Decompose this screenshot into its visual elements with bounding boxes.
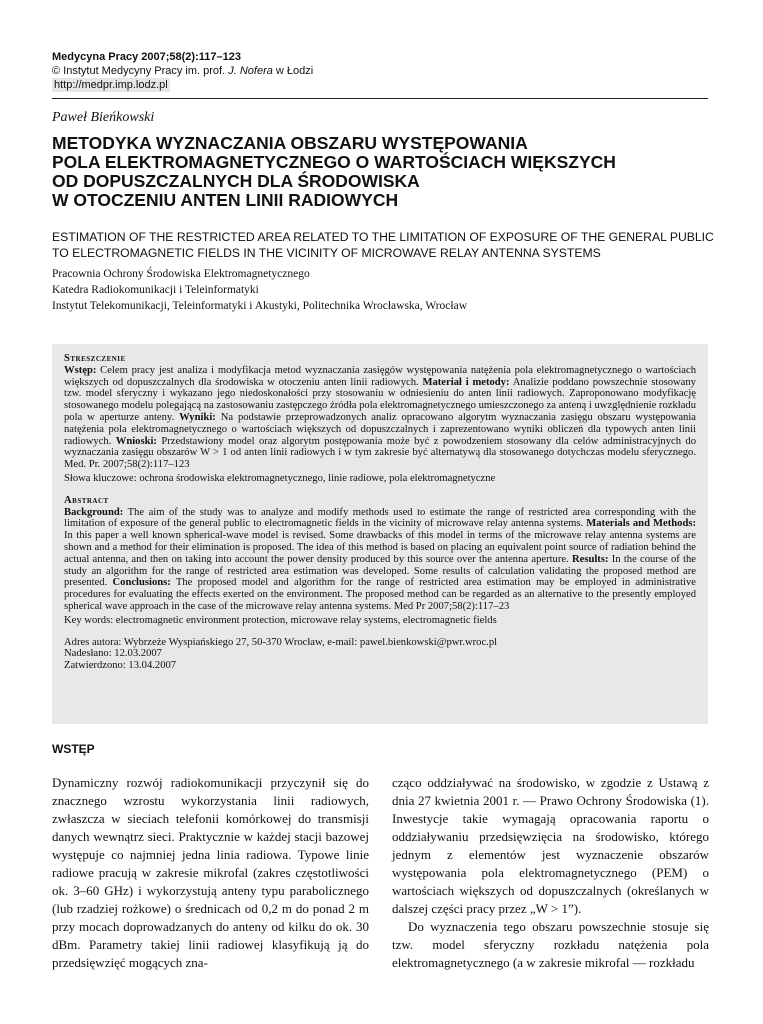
article-title bbox=[52, 134, 712, 210]
streszczenie-text: Wstęp: Celem pracy jest analiza i modyfikacja metod wyznaczania zasięgów występowania natężenia pola elektromagnetycznego o wartościach większych od dopuszczalnych dla środowiska w otoczeniu anten linii radiowych. Materiał i metody: Analizie poddano powszechnie stosowany tzw. model sferyczny i wykazano jego niedoskonałości przy stosowaniu w odniesieniu do anten linii radiowych. Zaproponowano modyfikację stosowanego modelu polegającą na zastosowaniu zastępczego źródła pola elektromagnetycznego umieszczonego za anteną i uwzględnienie rozkładu pola w aperturze anteny. Wyniki: Na podstawie przeprowadzonych analiz opracowano algorytm wyznaczania zasięgu obszaru występowania natężenia pola elektromagnetycznego o wartościach większych od dopuszczalnych i zaprezentowano wyniki obliczeń dla typowych anten linii radiowych. Wnioski: Przedstawiony model oraz algorytm postępowania może być z powodzeniem stosowany dla celów administracyjnych do wyznaczania zasięgu obszarów W > 1 od anten linii radiowych i w tym zakresie być alternatywą dla stosowanego dotychczas modelu sferycznego. Med. Pr. 2007;58(2):117–123 bbox=[64, 364, 696, 471]
title-line: OD DOPUSZCZALNYCH DLA ŚRODOWISKA bbox=[52, 171, 420, 191]
body-paragraph: Do wyznaczenia tego obszaru powszechnie stosuje się tzw. model sferyczny rozkładu natężenia pola elektromagnetycznego (a w zakresie mikrofal — rozkładu bbox=[392, 919, 709, 970]
accepted-date: Zatwierdzono: 13.04.2007 bbox=[64, 660, 177, 672]
journal-masthead bbox=[52, 50, 712, 92]
body-column-right bbox=[392, 774, 709, 972]
author-name: Paweł Bieńkowski bbox=[52, 110, 155, 125]
title-line: POLA ELEKTROMAGNETYCZNEGO O WARTOŚCIACH WIĘKSZYCH bbox=[52, 152, 616, 172]
body-column-left bbox=[52, 774, 369, 972]
title-line: W OTOCZENIU ANTEN LINII RADIOWYCH bbox=[52, 190, 399, 210]
subtitle-line: TO ELECTROMAGNETIC FIELDS IN THE VICINITY OF MICROWAVE RELAY ANTENNA SYSTEMS bbox=[52, 246, 601, 260]
streszczenie-heading: Streszczenie bbox=[64, 353, 126, 364]
body-paragraph: Dynamiczny rozwój radiokomunikacji przyczynił się do znacznego wzrostu wykorzystania linii radiowych, zwłaszcza w sieciach telefonii komórkowej do transmisji danych wewnątrz sieci. Praktycznie w każdej stacji bazowej występuje co najmniej jedna linia radiowa. Typowe linie radiowe pracują w zakresie mikrofal (zakres częstotliwości ok. 3–60 GHz) i wykorzystują anteny typu parabolicznego (lub rzadziej rożkowe) o średnicach od 0,2 m do ponad 2 m przy mocach doprowadzanych do anteny od kilku do ok. 30 dBm. Parametry takiej linii radiowej klasyfikują ją do przedsięwzięć mogących zna- bbox=[52, 775, 369, 970]
subtitle-line: ESTIMATION OF THE RESTRICTED AREA RELATED TO THE LIMITATION OF EXPOSURE OF THE GENERAL PUBLIC bbox=[52, 230, 714, 244]
english-keywords: Key words: electromagnetic environment protection, microwave relay systems, electromagnetic fields bbox=[64, 614, 497, 626]
title-line: METODYKA WYZNACZANIA OBSZARU WYSTĘPOWANIA bbox=[52, 133, 528, 153]
correspondence-address: Adres autora: Wybrzeże Wyspiańskiego 27, 50-370 Wrocław, e-mail: pawel.bienkowski@pwr.wroc.pl bbox=[64, 636, 498, 648]
body-paragraph: cząco oddziaływać na środowisko, w zgodzie z Ustawą z dnia 27 kwietnia 2001 r. — Prawo Ochrony Środowiska (1). Inwestycje takie wymagają opracowania raportu o oddziaływaniu przedsięwzięcia na środowisko, którego jednym z elementów jest wyznaczenie obszarów występowania pola elektromagnetycznego (PEM) o wartościach większych od dopuszczalnych (określanych w dalszej części pracy przez „W > 1”). bbox=[392, 775, 709, 916]
affiliations bbox=[52, 266, 712, 314]
polish-keywords: Słowa kluczowe: ochrona środowiska elektromagnetycznego, linie radiowe, pola elektromagnetyczne bbox=[64, 472, 496, 484]
abstract-heading: Abstract bbox=[64, 494, 109, 506]
received-date: Nadesłano: 12.03.2007 bbox=[64, 648, 162, 660]
affiliation-line: Katedra Radiokomunikacji i Teleinformatyki bbox=[52, 284, 259, 296]
abstract-text: Background: The aim of the study was to analyze and modify methods used to estimate the range of restricted area corresponding with the limitation of exposure of the general public to electromagnetic fields in the vicinity of microwave relay antenna systems. Materials and Methods: In this paper a well known spherical-wave model is revised. Some drawbacks of this model in terms of the microwave relay antenna systems are shown and a method for their elimination is proposed. The idea of this method is based on placing an equivalent point source of radiation behind the actual antenna, and then on taking into account the power density produced by this source over the antenna aperture. Results: In the course of the study an algorithm for the range of restricted area estimation was developed. Some results of calculation validating the proposed method are presented. Conclusions: The proposed model and algorithm for the range of restricted area estimation may be employed in administrative procedures for evaluating the effects exerted on the environment. The proposed method can be regarded as an alternative to the presently employed spherical wave approach in the case of the microwave relay antenna systems. Med Pr 2007;58(2):117–23 bbox=[64, 506, 696, 612]
header-rule bbox=[52, 98, 708, 99]
affiliation-line: Pracownia Ochrony Środowiska Elektromagnetycznego bbox=[52, 268, 310, 280]
abstract-box bbox=[52, 344, 708, 724]
copyright-line: © Instytut Medycyny Pracy im. prof. J. Nofera w Łodzi bbox=[52, 65, 314, 77]
journal-url[interactable]: http://medpr.imp.lodz.pl bbox=[54, 79, 168, 91]
section-heading: WSTĘP bbox=[52, 742, 95, 756]
journal-citation: Medycyna Pracy 2007;58(2):117–123 bbox=[52, 51, 241, 63]
affiliation-line: Instytut Telekomunikacji, Teleinformatyki i Akustyki, Politechnika Wrocławska, Wrocław bbox=[52, 300, 468, 312]
english-title bbox=[52, 229, 712, 261]
